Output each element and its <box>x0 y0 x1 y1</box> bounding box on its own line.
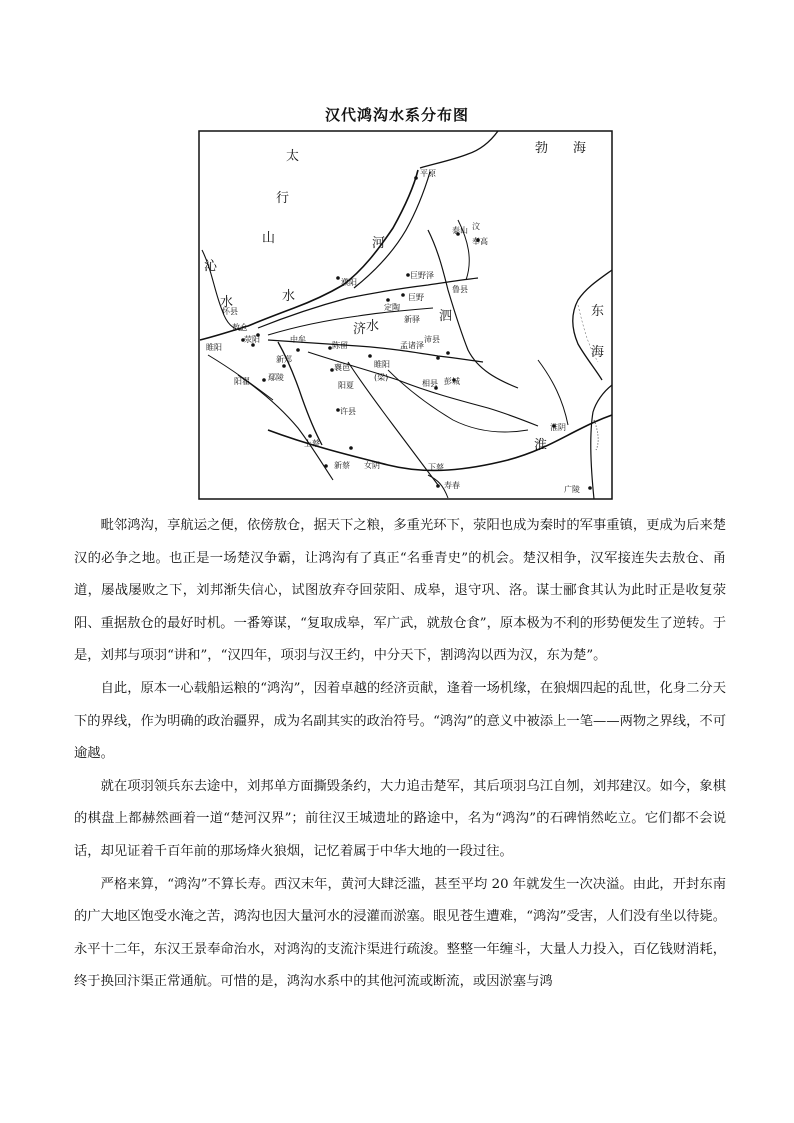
map-title: 汉代鸿沟水系分布图 <box>324 106 469 124</box>
label-nuyang: 女阴 <box>364 461 380 470</box>
label-xiacai: 下蔡 <box>428 463 444 472</box>
label-yangdi: 阳翟 <box>234 377 250 386</box>
label-juye: 巨野 <box>408 293 424 302</box>
label-chenliu: 陈留 <box>332 341 348 350</box>
river-system-map <box>198 130 613 500</box>
paragraph-4: 严格来算，“鸿沟”不算长寿。西汉末年，黄河大肆泛滥，甚至平均 20 年就发生一次决溢。由此，开封东南的广大地区饱受水淹之苦，鸿沟也因大量河水的浸灌而淤塞。眼见苍生遭难，“鸿沟”受害，人们没有坐以待毙。永平十二年，东汉王景奉命治水，对鸿沟的支流汴渠进行疏浚。整整一年缠斗，大量人力投入，百亿钱财消耗，终于换回汴渠正常通航。可惜的是，鸿沟水系中的其他河流或断流，或因淤塞与鸿 <box>74 876 726 990</box>
label-peixian: 沛县 <box>424 335 440 344</box>
label-shuyang: 睢阳 <box>206 343 222 352</box>
label-xinzheng: 新郑 <box>276 355 292 364</box>
label-huaixian: 怀县 <box>222 307 238 316</box>
paragraph-2: 自此，原本一心载船运粮的“鸿沟”，因着卓越的经济贡献，逢着一场机缘，在狼烟四起的乱世，化身二分天下的界线，作为明确的政治疆界，成为名副其实的政治符号。“鸿沟”的意义中被添上一笔——两物之界线，不可逾越。 <box>74 680 726 762</box>
label-xiangxian: 相县 <box>422 379 438 388</box>
label-xuxian: 许县 <box>340 407 356 416</box>
label-zhongmou: 中牟 <box>290 335 306 344</box>
label-yangxia: 阳夏 <box>338 381 354 390</box>
label-guangling: 广陵 <box>564 485 580 494</box>
label-xincai: 新蔡 <box>334 461 350 470</box>
label-shangcai: 上蔡 <box>304 439 320 448</box>
label-tai: 太 <box>286 149 300 164</box>
label-yanling: 鄢陵 <box>268 373 284 382</box>
label-liang: (梁) <box>374 373 389 382</box>
paragraph-3: 就在项羽领兵东去途中，刘邦单方面撕毁条约，大力追击楚军，其后项羽乌江自刎，刘邦建汉。如今，象棋的棋盘上都赫然画着一道“楚河汉界”；前往汉王城遗址的路途中，名为“鸿沟”的石碑悄然屹立。它们都不会说话，却见证着千百年前的那场烽火狼烟，记忆着属于中华大地的一段过往。 <box>74 778 726 859</box>
label-suiyang: 睢阳 <box>374 360 390 369</box>
label-hongyang: 荥阳 <box>244 335 260 344</box>
label-dong: 东 <box>591 304 605 319</box>
label-xinyi: 新驿 <box>404 315 420 324</box>
label-ji: 济 <box>353 322 367 337</box>
label-bohai-bo: 勃 <box>535 141 549 156</box>
label-wen: 汶 <box>472 222 480 231</box>
label-huai: 淮 <box>534 438 548 453</box>
label-fenggao: 奉高 <box>472 237 488 246</box>
article-body <box>74 510 726 999</box>
map-figure <box>198 130 613 500</box>
label-huaiyin: 淮阴 <box>550 423 566 432</box>
label-luxian: 鲁县 <box>452 285 468 294</box>
label-aocang: 敖仓 <box>232 323 248 332</box>
label-donghai-hai: 海 <box>591 345 605 360</box>
label-qin: 沁 <box>204 259 218 274</box>
label-pingyuan: 平原 <box>420 169 436 178</box>
label-dingtao: 定陶 <box>384 303 400 312</box>
label-shouchun: 寿春 <box>444 481 460 490</box>
paragraph-1: 毗邻鸿沟，享航运之便，依傍敖仓，据天下之粮，多重光环下，荥阳也成为秦时的军事重镇，更成为后来楚汉的必争之地。也正是一场楚汉争霸，让鸿沟有了真正“名垂青史”的机会。楚汉相争，汉军接连失去敖仓、甬道，屡战屡败之下，刘邦渐失信心，试图放弃夺回荥阳、成皋，退守巩、洛。谋士郦食其认为此时正是收复荥阳、重据敖仓的最好时机。一番筹谋，“复取成皋，军广武，就敖仓食”，原本极为不利的形势便发生了逆转。于是，刘邦与项羽“讲和”，“汉四年，项羽与汉王约，中分天下，割鸿沟以西为汉，东为楚”。 <box>74 518 726 664</box>
label-he: 河 <box>372 236 386 251</box>
label-si: 泗 <box>439 309 453 324</box>
label-shan: 山 <box>262 231 276 246</box>
label-juyeze: 巨野泽 <box>410 271 434 280</box>
label-huang-shui: 水 <box>282 289 296 304</box>
label-xiangyi: 襄邑 <box>334 363 350 372</box>
label-hang: 行 <box>276 191 290 206</box>
label-mengzhu: 孟诸泽 <box>400 341 424 350</box>
label-qin-shui: 水 <box>220 295 234 310</box>
label-taishan: 泰山 <box>452 226 468 235</box>
label-pengcheng: 彭城 <box>444 377 460 386</box>
label-bohai-hai: 海 <box>573 141 587 156</box>
label-puyang: 濮阳 <box>341 278 357 287</box>
label-ji-shui: 水 <box>366 319 380 334</box>
